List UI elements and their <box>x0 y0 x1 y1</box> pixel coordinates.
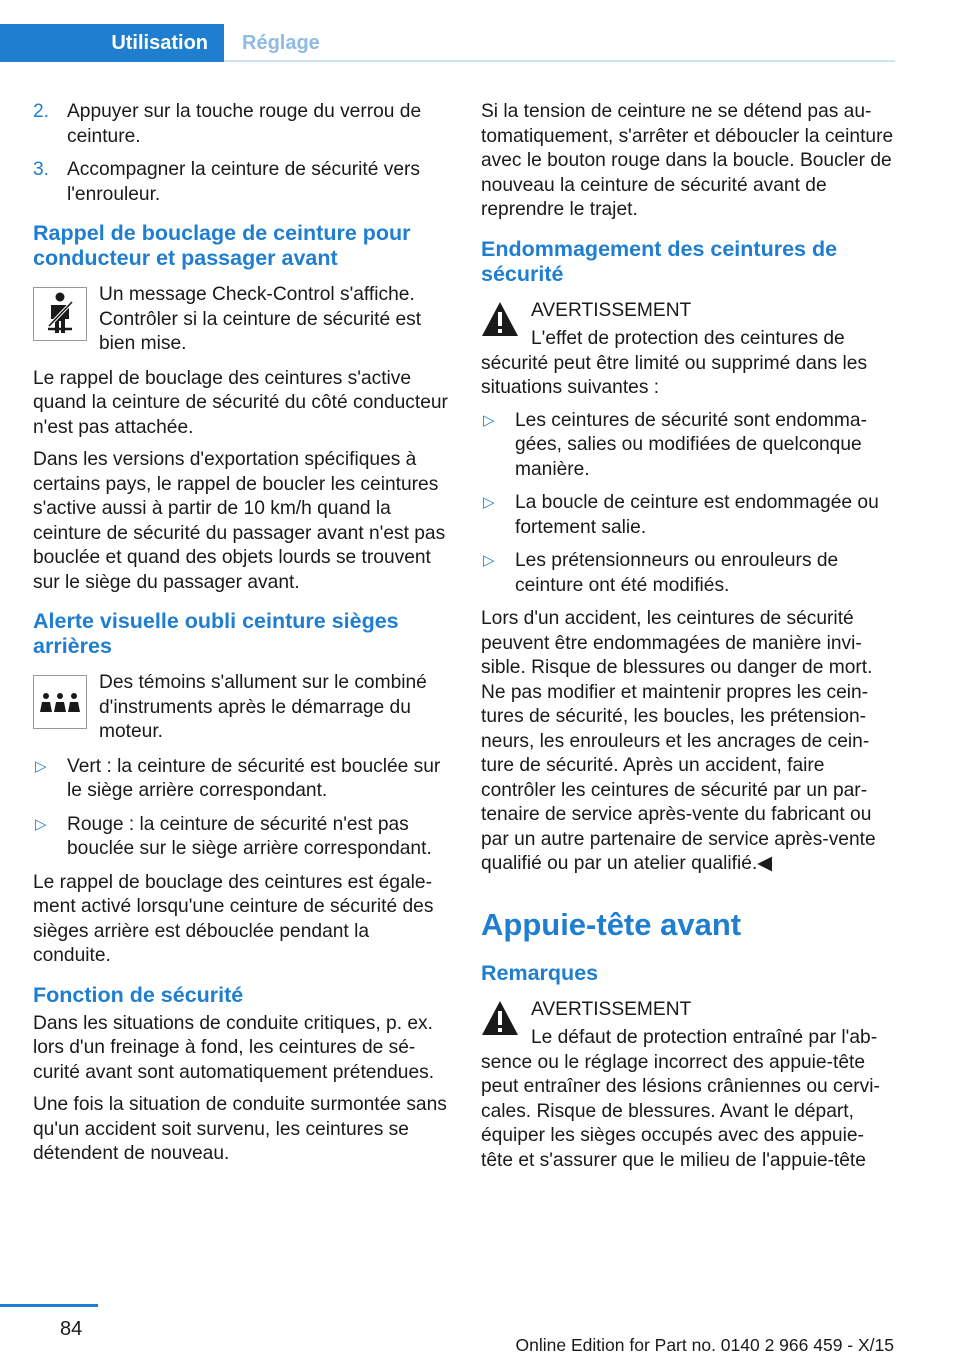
warning-block <box>481 998 895 1174</box>
tab-reglage[interactable]: Réglage <box>224 24 895 62</box>
right-column <box>481 100 895 1181</box>
step-number: 2. <box>33 101 50 122</box>
rappel-paragraph-1: Le rappel de bouclage des ceintures s'active quand la ceinture de sécurité du côté conducteur n'est pas attachée. <box>33 367 448 438</box>
list-item <box>33 813 448 862</box>
step-text: Accompagner la ceinture de sécurité vers l'enrouleur. <box>67 159 421 205</box>
heading-alerte: Alerte visuelle oubli ceinture sièges arrières <box>33 609 399 658</box>
bullet-text: La boucle de ceinture est endommagée ou fortement salie. <box>515 492 879 538</box>
footer-rule <box>0 1304 98 1307</box>
heading-fonction: Fonction de sécurité <box>33 982 244 1007</box>
bullet-text: Rouge : la ceinture de sécurité n'est pas bouclée sur le siège arrière correspondant. <box>67 813 432 859</box>
warning-triangle-icon <box>481 1000 519 1036</box>
left-column <box>33 100 448 1175</box>
page-number: 84 <box>60 1318 83 1340</box>
triangle-bullet-icon: ▷ <box>483 552 495 569</box>
fonction-paragraph-1: Dans les situations de conduite critiques, p. ex. lors d'un freinage à fond, les ceintures de sécurité avant sont automatiquement prétendues. <box>33 1012 435 1083</box>
tension-paragraph: Si la tension de ceinture ne se détend pas automatiquement, s'arrêter et déboucler la ceinture avec le bouton rouge dans la boucle. Boucler de nouveau la ceinture de sécurité avant de reprendre le trajet. <box>481 101 894 220</box>
bullet-text: Les ceintures de sécurité sont endommagées, salies ou modifiées de quelconque manière. <box>515 409 867 480</box>
alerte-icon-block <box>33 671 448 745</box>
seatbelt-warning-icon <box>33 287 87 341</box>
step-number: 3. <box>33 159 50 180</box>
warning-title: AVERTISSEMENT <box>531 299 692 321</box>
warning-block <box>481 299 895 401</box>
tab-utilisation[interactable]: Utilisation <box>0 24 224 62</box>
list-item <box>481 549 895 598</box>
rappel-icon-text: Un message Check-Control s'affiche. Contrôler si la ceinture de sécurité est bien mise. <box>99 284 422 354</box>
triangle-bullet-icon: ▷ <box>35 757 47 775</box>
alerte-paragraph: Le rappel de bouclage des ceintures est également activé lorsqu'une ceinture de sécurité des sièges arrière est débouclée pendant la conduite. <box>33 871 434 966</box>
heading-rappel: Rappel de bouclage de ceinture pour conducteur et passager avant <box>33 221 411 270</box>
fonction-paragraph-2: Une fois la situation de conduite surmontée sans qu'un accident soit survenu, les ceintures se détendent de nouveau. <box>33 1094 447 1164</box>
alerte-icon-text: Des témoins s'allument sur le combiné d'instruments après le démarrage du moteur. <box>99 672 427 742</box>
triangle-bullet-icon: ▷ <box>483 411 495 429</box>
list-item <box>481 491 895 540</box>
rappel-icon-block <box>33 283 448 357</box>
heading-appuie-tete: Appuie-tête avant <box>481 906 742 942</box>
step-item <box>33 158 448 207</box>
bullet-text: Les prétensionneurs ou enrouleurs de ceinture ont été modifiés. <box>515 550 839 596</box>
heading-remarques: Remarques <box>481 960 599 985</box>
triangle-bullet-icon: ▷ <box>35 815 47 833</box>
bullet-text: Vert : la ceinture de sécurité est bouclée sur le siège arrière correspondant. <box>67 755 441 801</box>
triangle-bullet-icon: ▷ <box>483 494 495 511</box>
warning-triangle-icon <box>481 301 519 337</box>
step-item <box>33 100 448 149</box>
heading-endommagement: Endommagement des ceintures de sécurité <box>481 236 838 286</box>
edition-text: Online Edition for Part no. 0140 2 966 459 - X/15 <box>515 1335 894 1355</box>
list-item <box>481 409 895 483</box>
rappel-paragraph-2: Dans les versions d'exportation spécifiques à certains pays, le rappel de boucler les ceintures s'active aussi à partir de 10 km/h quand la ceinture de sécurité du passager avant n'est pas bouclée et quand des objets lourds se trouvent sur le siège du passager avant. <box>33 449 446 593</box>
accident-paragraph: Lors d'un accident, les ceintures de sécurité peuvent être endommagées de manière invisible. Risque de blessures ou danger de mort. Ne pas modifier et maintenir propres les ceintures de sécurité, les boucles, les prétensionneurs, les enrouleurs et les ancrages de ceinture de sécurité. Après un accident, faire contrôler les ceintures de sécurité par un partenaire de service après-vente du fabricant ou par un autre partenaire de service après-vente qualifié ou par un atelier qualifié.◀ <box>481 608 876 874</box>
list-item <box>33 755 448 804</box>
warning-title: AVERTISSEMENT <box>531 998 692 1020</box>
warning-body: L'effet de protection des ceintures de sécurité peut être limité ou supprimé dans les situations suivantes : <box>481 328 868 398</box>
step-text: Appuyer sur la touche rouge du verrou de ceinture. <box>67 101 422 147</box>
rear-seats-icon <box>33 675 87 729</box>
warning-body: Le défaut de protection entraîné par l'absence ou le réglage incorrect des appuie-tête peut entraîner des lésions crâniennes ou cervicales. Risque de blessures. Avant le départ, équiper les sièges occupés avec des appuie-tête et s'assurer que le milieu de l'appuie-tête <box>481 1027 880 1171</box>
header <box>0 0 895 62</box>
